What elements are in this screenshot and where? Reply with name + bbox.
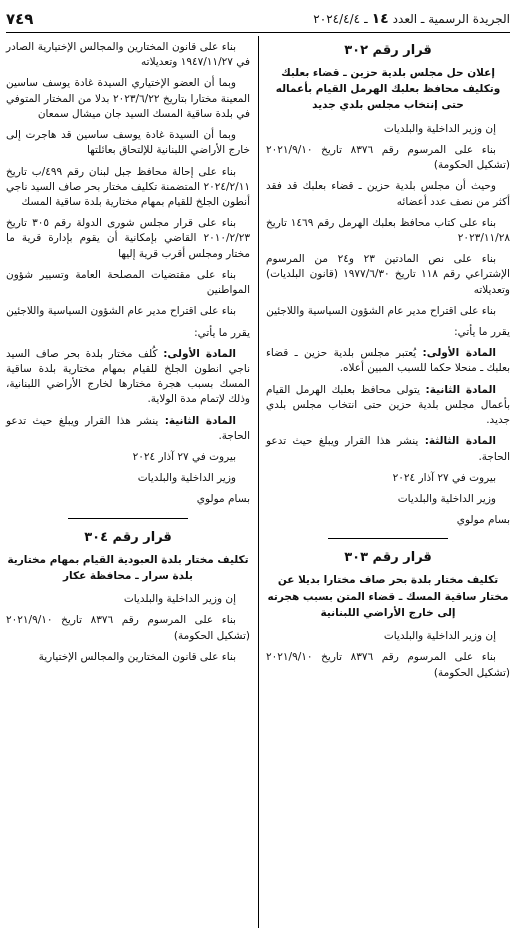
paragraph: بناء على قرار مجلس شورى الدولة رقم ٣٠٥ تاريخ ٢٠١٠/٢/٢٣ القاضي بإمكانية أن يقوم بإدارة قرية ما مختار ومجلس أقرب قرية إليها [6,217,250,260]
right-column [266,40,510,687]
article-label: المادة الثالثة: [424,435,497,448]
article-text: كُلف مختار بلدة بحر صاف السيد ناجي انطون الجلخ للقيام بمهام مختارية بلدة ساقية المسك بسبب هجرة مختارها لخارج الأراضي اللبنانية، وذلك لإتمام مدة الولاية. [6,347,250,406]
article-text: يتولى محافظ بعلبك الهرمل القيام بأعمال مجلس بلدية حزين حتى انتخاب مجلس بلدي جديد. [266,383,510,427]
paragraph: بناء على كتاب محافظ بعلبك الهرمل رقم ١٤٦٩ تاريخ ٢٠٢٣/١١/٢٨ [266,216,510,244]
article-label: المادة الثانية: [425,383,496,396]
article-2 [6,414,250,444]
left-column [6,40,250,671]
decree-title: قرار رقم ٣٠٣ [344,550,432,566]
article-label: المادة الثانية: [164,414,237,427]
minister-line: إن وزير الداخلية والبلديات [383,630,496,643]
paragraph: بناء على نص المادتين ٢٣ و٢٤ من المرسوم الإشتراعي رقم ١١٨ تاريخ ١٩٧٧/٦/٣٠ (قانون البلديات) وتعديلاته [266,253,510,296]
page-number: ٧٤٩ [6,10,34,28]
paragraph: بناء على المرسوم رقم ٨٣٧٦ تاريخ ٢٠٢١/٩/١٠ (تشكيل الحكومة) [266,651,510,679]
place-date: بيروت في ٢٧ آذار ٢٠٢٤ [132,451,236,464]
article-1 [6,347,250,408]
decree-subject: تكليف مختار بلدة العبودية القيام بمهام مختارية بلدة سرار ـ محافظة عكار [7,553,249,582]
signer-name: بسام مولوي [456,514,510,527]
signer-title: وزير الداخلية والبلديات [397,493,496,506]
gazette-name: الجريدة الرسمية ـ العدد [392,12,510,26]
page-header [6,6,510,33]
decree-separator [68,518,188,519]
decree-subject: إعلان حل مجلس بلدية حزين ـ قضاء بعلبك وتكليف محافظ بعلبك الهرمل القيام بأعماله حتى إنتخاب مجلس بلدي جديد [275,66,501,112]
decree-title: قرار رقم ٣٠٤ [84,529,172,545]
paragraph: بناء على المرسوم رقم ٨٣٧٦ تاريخ ٢٠٢١/٩/١٠ (تشكيل الحكومة) [266,143,510,172]
article-text: ينشر هذا القرار ويبلغ حيث تدعو الحاجة. [6,414,250,442]
article-label: المادة الأولى: [422,347,496,360]
decides-line: يقرر ما يأتي: [454,326,510,339]
paragraph: بناء على اقتراح مدير عام الشؤون السياسية واللاجئين [6,305,236,318]
article-text: يُعتبر مجلس بلدية حزين ـ قضاء بعلبك ـ منحلا حكما للسبب المبين أعلاه. [266,347,510,375]
header-separator: ـ [364,12,368,26]
article-2 [266,383,510,429]
article-3 [266,434,510,464]
minister-line: إن وزير الداخلية والبلديات [383,122,496,135]
paragraph: بناء على اقتراح مدير عام الشؤون السياسية واللاجئين [266,304,496,317]
paragraph: وبما أن العضو الإختياري السيدة غادة يوسف ساسين المعينة مختارا بتاريخ ٢٠٢٣/٦/٢٢ بدلا من المختار المتوفي في بلدة ساقية المسك السيد جان ميشال سمعان [6,77,250,120]
paragraph: وبما أن السيدة غادة يوسف ساسين قد هاجرت إلى خارج الأراضي اللبنانية للإلتحاق بعائلتها [6,129,250,157]
decree-separator [328,538,448,539]
article-1 [266,346,510,376]
gazette-issue-line [313,11,510,27]
decides-line: يقرر ما يأتي: [194,326,250,339]
paragraph: بناء على المرسوم رقم ٨٣٧٦ تاريخ ٢٠٢١/٩/١٠ (تشكيل الحكومة) [6,614,250,642]
decree-subject: تكليف مختار بلدة بحر صاف مختارا بديلا عن مختار ساقية المسك ـ قضاء المتن بسبب هجرته إلى خارج الأراضي اللبنانية [267,574,509,619]
article-label: المادة الأولى: [163,347,236,360]
minister-line: إن وزير الداخلية والبلديات [123,593,236,606]
decree-title: قرار رقم ٣٠٢ [344,43,432,58]
paragraph: بناء على قانون المختارين والمجالس الإختيارية [38,650,236,663]
place-date: بيروت في ٢٧ آذار ٢٠٢٤ [392,471,496,484]
paragraph: بناء على مقتضيات المصلحة العامة وتسيير شؤون المواطنين [6,268,250,297]
paragraph: وحيث أن مجلس بلدية حزين ـ قضاء بعلبك قد فقد أكثر من نصف عدد أعضائه [266,180,510,208]
signer-title: وزير الداخلية والبلديات [137,472,236,485]
paragraph: بناء على قانون المختارين والمجالس الإختيارية الصادر في ١٩٤٧/١١/٢٧ وتعديلاته [6,41,250,69]
issue-number: ١٤ [371,11,389,27]
issue-date: ٢٠٢٤/٤/٤ [313,12,361,26]
signer-name: بسام مولوي [196,493,250,506]
paragraph: بناء على إحالة محافظ جبل لبنان رقم ٤٩٩/ب تاريخ ٢٠٢٤/٢/١١ المتضمنة تكليف مختار بحر صاف السيد ناجي أنطون الجلخ للقيام بمهام مختارية بلدة ساقية المسك [6,165,250,208]
article-text: ينشر هذا القرار ويبلغ حيث تدعو الحاجة. [266,435,510,463]
column-divider [258,36,259,928]
